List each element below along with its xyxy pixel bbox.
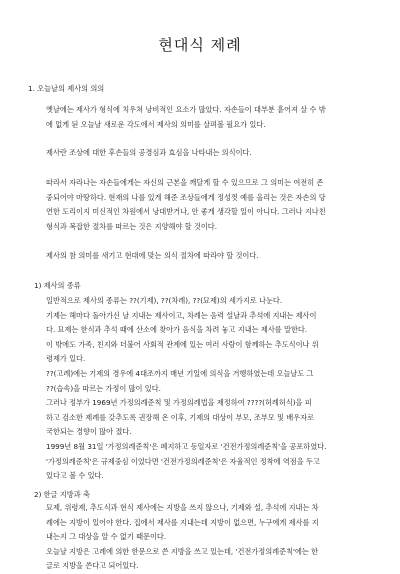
text-line: 령제가 있다. [46,354,86,364]
text-line: 내는지 그 대상을 알 수 없기 때문이다. [46,532,167,542]
section1-paragraph-3 [46,176,326,234]
text-line: 제사의 참 의미를 새기고 현대에 맞는 의식 절차에 따라야 할 것이다. [46,251,259,260]
text-line: 다. 묘제는 한식과 추석 때에 산소에 찾아가 음식을 차려 놓고 지내는 제사를 말한다. [46,325,308,335]
text-line: 기제는 해마다 돌아가신 날 지내는 제사이고, 차례는 음력 설날과 추석에 지내는 제사이 [46,310,317,320]
text-line: 오늘날 지방은 고례에 의한 한문으로 쓴 지방을 쓰고 있는데, '건전가정의례준칙'에는 한 [46,546,319,556]
subsection-heading: 2) 한글 지방과 축 [34,490,90,499]
text-line: 에 없게 된 오늘날 새로운 각도에서 제사의 의미를 살펴볼 필요가 있다. [46,119,266,129]
text-line: 이 밖에도 가족, 친지와 더불어 사회적 관계에 있는 여러 사람이 함께하는 추도식이나 위 [46,339,319,349]
text-line: 묘제, 위령제, 추도식과 현식 제사에는 지방을 쓰지 않으나, 기제와 설, 추석에 지내는 차 [46,503,319,512]
text-line: 있다고 볼 수 있다. [46,471,104,481]
subsection1-body [46,294,326,484]
text-line: 옛날에는 제사가 형식에 치우쳐 낭비적인 요소가 많았다. 자손들이 대부분 흩어져 살 수 밖 [46,105,326,114]
text-line: 1999년 8월 31일 '가정의례준칙'은 폐지하고 동일자로 '건전가정의례준칙'을 공포하였다. [46,441,327,451]
text-line: 연한 도리이지 미신적인 차원에서 낭대받거나, 안 좋게 생각할 일이 아니다. 그러나 지나친 [46,207,326,217]
section1-paragraph-4 [46,249,259,264]
text-line: 국한되는 경향이 많아 졌다. [46,427,132,437]
section1-paragraph-2 [46,146,252,161]
section1-heading [28,82,104,97]
text-line: ??(고례)에는 기제의 경우에 4대조까지 매년 기일에 의식을 거행하였는데 오늘날도 그 [46,368,314,378]
text-line: 글로 지방을 쓴다고 되어있다. [46,561,139,571]
text-line: 그러나 정부가 1969년 가정의례준칙 및 가정의례법을 제정하여 ????(허례허식)을 피 [46,398,312,408]
section1-paragraph-1 [46,103,326,132]
text-line: ??(습속)을 따르는 가정이 많이 있다. [46,383,161,393]
text-line: 따라서 자라나는 자손들에게는 자신의 근본을 깨달게 할 수 있으므로 그 의미는 여전히 존 [46,178,324,187]
subsection1-heading [34,279,81,294]
text-line: 중되어야 마땅하다. 현재의 나를 있게 해준 조상들에게 정성껏 예를 올리는 것은 자손의 당 [46,192,326,202]
text-line: 하고 검소한 제례를 갖추도록 권장해 온 이후, 기제의 대상이 부모, 조부모 및 배우자로 [46,412,315,422]
document-title: 현대식 제례 [158,36,242,54]
section-heading: 1. 오늘날의 제사의 의의 [28,84,105,93]
text-line: 형식과 복잡한 절차를 따르는 것은 지양해야 할 것이다. [46,221,218,231]
text-line: 일반적으로 제사의 종류는 ??(기제), ??(차례), ??(묘제)의 세가지로 나눈다. [46,296,283,305]
text-line: 제사란 조상에 대한 후손들의 공경심과 효심을 나타내는 의식이다. [46,148,252,157]
subsection-heading: 1) 제사의 종류 [34,281,81,290]
subsection2-main [46,501,319,574]
text-line: 례에는 지방이 있어야 한다. 집에서 제사를 지내는데 지방이 없으면, 누구에게 제사를 지 [46,517,319,527]
text-line: '가정의례준칙'은 규제중심 이었다면 '건전가정의례준칙'은 자율적인 정착에 역점을 두고 [46,456,320,466]
